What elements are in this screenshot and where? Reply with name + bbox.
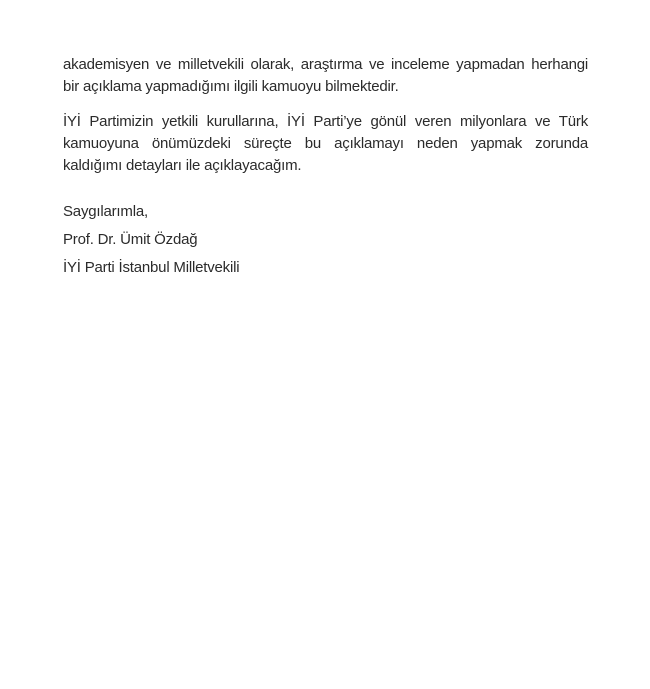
signature-name: Prof. Dr. Ümit Özdağ: [63, 231, 198, 248]
paragraph-line: kamuoyuna önümüzdeki süreçte bu açıklamayı neden yapmak zorunda: [63, 135, 588, 152]
paragraph-line: bir açıklama yapmadığımı ilgili kamuoyu bilmektedir.: [63, 78, 399, 95]
signature-title: İYİ Parti İstanbul Milletvekili: [63, 259, 240, 276]
paragraph-line: akademisyen ve milletvekili olarak, araştırma ve inceleme yapmadan herhangi: [63, 56, 588, 73]
body-paragraph-2: [63, 111, 588, 177]
body-paragraph-1: [63, 54, 588, 98]
paragraph-line: İYİ Partimizin yetkili kurullarına, İYİ Parti’ye gönül veren milyonlara ve Türk: [63, 113, 588, 130]
paragraph-line: kaldığımı detayları ile açıklayacağım.: [63, 157, 302, 174]
closing-salutation: Saygılarımla,: [63, 203, 148, 220]
